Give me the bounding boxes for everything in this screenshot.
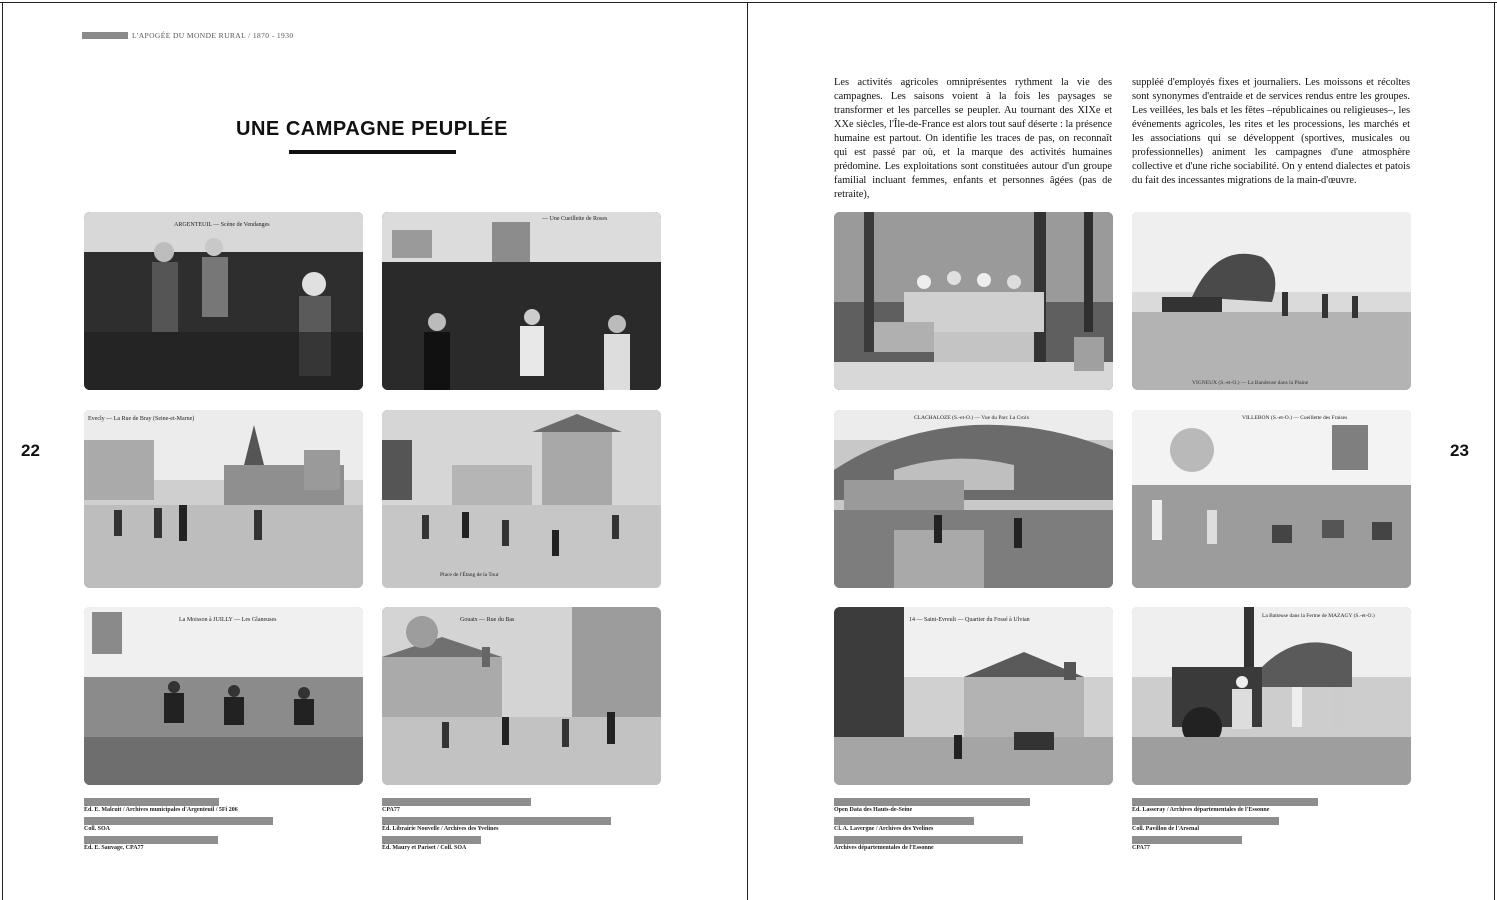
- postcard-photo: [84, 607, 363, 785]
- running-head: [82, 30, 294, 40]
- photo-caption: Coll. SOA: [84, 826, 111, 832]
- caption-group: [382, 798, 662, 855]
- village-street-image: [84, 410, 363, 588]
- postcard-label: 14 — Saint-Evreult — Quartier du Fossé à Ulvian: [909, 617, 1030, 623]
- photo-caption: Éd. E. Malcuit / Archives municipales d'Argenteuil / 5Fi 206: [84, 807, 238, 813]
- farm-lane-image: [834, 607, 1113, 785]
- page-border: [1494, 2, 1495, 900]
- postcard-label: Place de l'Étang de la Tour: [440, 572, 499, 578]
- village-square-image: [382, 410, 661, 588]
- village-road-image: [382, 607, 661, 785]
- hillside-village-image: [834, 410, 1113, 588]
- gleaners-field-image: [84, 607, 363, 785]
- photo-caption: Archives départementales de l'Essonne: [834, 845, 934, 851]
- postcard-label: La Batteuse dans la Ferme de MAZAGY (S.-et-O.): [1262, 613, 1375, 619]
- postcard-label: VIGNEUX (S.-et-O.) — La Bandeuse dans la Plaine: [1192, 380, 1309, 386]
- title-underline: [289, 150, 456, 154]
- postcard-photo: [382, 410, 661, 588]
- running-head-text: L'APOGÉE DU MONDE RURAL / 1870 - 1930: [132, 30, 294, 40]
- caption-bar: [834, 817, 974, 825]
- postcard-label: CLACHALOZE (S.-et-O.) — Vue du Parc La Croix: [914, 415, 1030, 421]
- caption-bar: [382, 798, 531, 806]
- caption-group: [834, 798, 1114, 855]
- page-gutter: [747, 2, 748, 900]
- caption-bar: [84, 817, 273, 825]
- photo-caption: Éd. E. Sauvage, CPA77: [84, 845, 144, 851]
- caption-bar: [1132, 817, 1279, 825]
- postcard-photo: [1132, 212, 1411, 390]
- caption-bar: [834, 836, 1023, 844]
- page-border: [0, 2, 1497, 3]
- page-border: [2, 2, 3, 900]
- caption-bar: [382, 817, 611, 825]
- postcard-label: VILLEBON (S.-et-O.) — Cueillette des Fraises: [1242, 415, 1348, 421]
- postcard-label: — Une Cueillette de Roses: [542, 216, 608, 222]
- postcard-photo: [382, 212, 661, 390]
- photo-caption: Éd. Librairie Nouvelle / Archives des Yvelines: [382, 826, 499, 832]
- picnic-in-woods-image: [834, 212, 1113, 390]
- photo-caption: Coll. Pavillon de l'Arsenal: [1132, 826, 1200, 832]
- caption-bar: [1132, 798, 1318, 806]
- vineyard-workers-image: [84, 212, 363, 390]
- postcard-label: Gouaix — Rue du Bas: [460, 617, 515, 623]
- postcard-photo: [84, 410, 363, 588]
- caption-bar: [382, 836, 481, 844]
- postcard-label: La Moisson à JUILLY — Les Glaneuses: [179, 617, 277, 623]
- caption-bar: [1132, 836, 1242, 844]
- rose-picking-image: [382, 212, 661, 390]
- threshing-machine-image: [1132, 607, 1411, 785]
- postcard-photo: [834, 607, 1113, 785]
- caption-group: [1132, 798, 1412, 855]
- photo-caption: Éd. Lasseray / Archives départementales de l'Essonne: [1132, 807, 1270, 813]
- hay-wagon-field-image: [1132, 212, 1411, 390]
- body-text-column-2: suppléé d'employés fixes et journaliers. Les moissons et récoltes sont synonymes d'entraide et de services rendus entre les groupes. Les veillées, les bals et les fêtes –républicaines ou religieuses–, les événements agricoles, les rites et les processions, les marchés et les associations qui se développent (sportives, musicales ou professionnelles) animent les campagnes d'une atmosphère collective et d'une riche sociabilité. On y entend dialectes et patois du fait des incessantes migrations de la main-d'œuvre.: [1132, 77, 1410, 186]
- body-text-column-1: Les activités agricoles omniprésentes rythment la vie des campagnes. Les saisons voient à la fois les paysages se transformer et les parcelles se peupler. Au tournant des XIXe et XXe siècles, l'Île-de-France est alors tout sauf déserte : la présence humaine est partout. On identifie les traces de pas, on reconnaît qui est passé par où, et la marque des activités humaines prédomine. Les exploitations sont constituées autour d'un groupe familial incluant femmes, enfants et personnes âgées (pas de retraite),: [834, 77, 1112, 200]
- photo-caption: CPA77: [382, 807, 400, 813]
- postcard-photo: [834, 212, 1113, 390]
- postcard-photo: [834, 410, 1113, 588]
- caption-bar: [84, 836, 218, 844]
- photo-caption: Cl. A. Lavergne / Archives des Yvelines: [834, 826, 934, 832]
- caption-bar: [84, 798, 219, 806]
- caption-group: [84, 798, 364, 855]
- postcard-photo: [84, 212, 363, 390]
- strawberry-picking-image: [1132, 410, 1411, 588]
- photo-caption: Open Data des Hauts-de-Seine: [834, 807, 913, 813]
- postcard-photo: [1132, 410, 1411, 588]
- photo-caption: CPA77: [1132, 845, 1150, 851]
- postcard-label: Evecly — La Rue de Bray (Seine-et-Marne): [88, 416, 195, 422]
- page-number-left: 22: [21, 441, 40, 460]
- photo-caption: Éd. Maury et Pariset / Coll. SOA: [382, 845, 467, 851]
- page-number-right: 23: [1450, 441, 1469, 460]
- postcard-label: ARGENTEUIL — Scène de Vendanges: [174, 222, 270, 228]
- postcard-photo: [1132, 607, 1411, 785]
- page-title: UNE CAMPAGNE PEUPLÉE: [236, 118, 508, 140]
- postcard-photo: [382, 607, 661, 785]
- caption-bar: [834, 798, 1030, 806]
- running-head-bar: [82, 32, 128, 39]
